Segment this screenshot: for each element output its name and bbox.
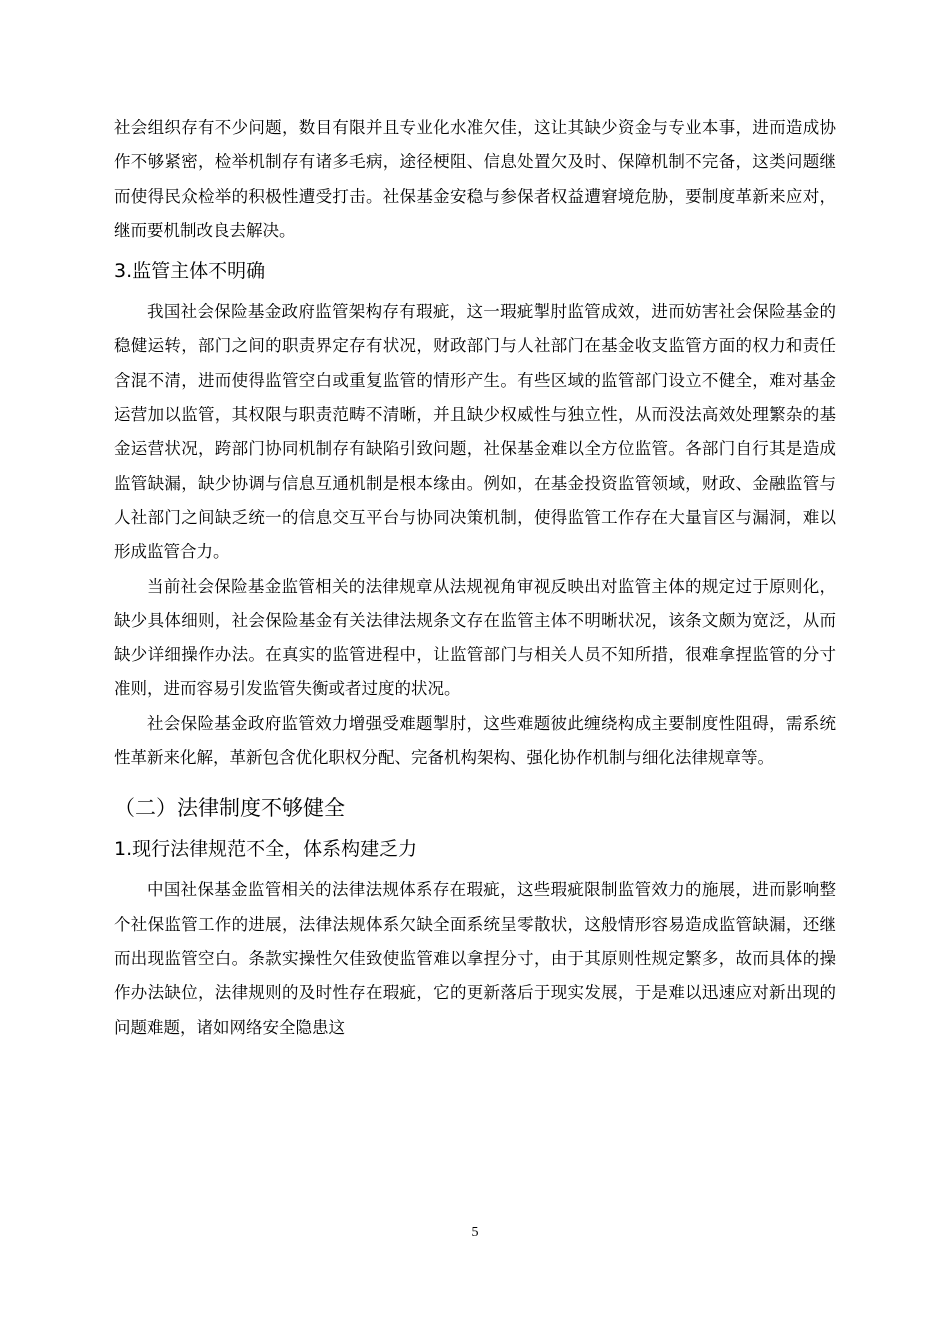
paragraph-summary: 社会保险基金政府监管效力增强受难题掣肘，这些难题彼此缠绕构成主要制度性阻碍，需系统性革新来化解，革新包含优化职权分配、完备机构架构、强化协作机制与细化法律规章等。: [114, 713, 836, 768]
section-heading-legal-system: （二）法律制度不够健全: [114, 796, 345, 821]
page-number: 5: [471, 1225, 479, 1240]
paragraph-regulatory-structure: 我国社会保险基金政府监管架构存有瑕疵，这一瑕疵掣肘监管成效，进而妨害社会保险基金的稳健运转，部门之间的职责界定存有状况，财政部门与人社部门在基金收支监管方面的权力和责任含混不清，进而使得监管空白或重复监管的情形产生。有些区域的监管部门设立不健全，难对基金运营加以监管，其权限与职责范畴不清晰，并且缺少权威性与独立性，从而没法高效处理繁杂的基金运营状况，跨部门协同机制存有缺陷引致问题，社保基金难以全方位监管。各部门自行其是造成监管缺漏，缺少协调与信息互通机制是根本缘由。例如，在基金投资监管领域，财政、金融监管与人社部门之间缺乏统一的信息交互平台与协同决策机制，使得监管工作存在大量盲区与漏洞，难以形成监管合力。: [114, 302, 836, 562]
paragraph-legal-provisions: 当前社会保险基金监管相关的法律规章从法规视角审视反映出对监管主体的规定过于原则化，缺少具体细则，社会保险基金有关法律法规条文存在监管主体不明晰状况，该条文颇为宽泛，从而缺少详细操作办法。在真实的监管进程中，让监管部门与相关人员不知所措，很难拿捏监管的分寸准则，进而容易引发监管失衡或者过度的状况。: [114, 576, 836, 699]
subheading-legal-norms: 1.现行法律规范不全，体系构建乏力: [114, 838, 418, 861]
subheading-regulatory-subject: 3.监管主体不明确: [114, 260, 266, 283]
paragraph-continued: 社会组织存有不少问题，数目有限并且专业化水准欠佳，这让其缺少资金与专业本事，进而造成协作不够紧密，检举机制存有诸多毛病，途径梗阻、信息处置欠及时、保障机制不完备，这类问题继而使得民众检举的积极性遭受打击。社保基金安稳与参保者权益遭窘境危胁，要制度革新来应对，继而要机制改良去解决。: [114, 118, 836, 240]
page-body: [114, 111, 836, 1045]
paragraph-legal-framework: 中国社保基金监管相关的法律法规体系存在瑕疵，这些瑕疵限制监管效力的施展，进而影响整个社保监管工作的进展，法律法规体系欠缺全面系统呈零散状，这般情形容易造成监管缺漏，还继而出现监管空白。条款实操性欠佳致使监管难以拿捏分寸，由于其原则性规定繁多，故而具体的操作办法缺位，法律规则的及时性存在瑕疵，它的更新落后于现实发展，于是难以迅速应对新出现的问题难题，诸如网络安全隐患这: [114, 880, 836, 1037]
